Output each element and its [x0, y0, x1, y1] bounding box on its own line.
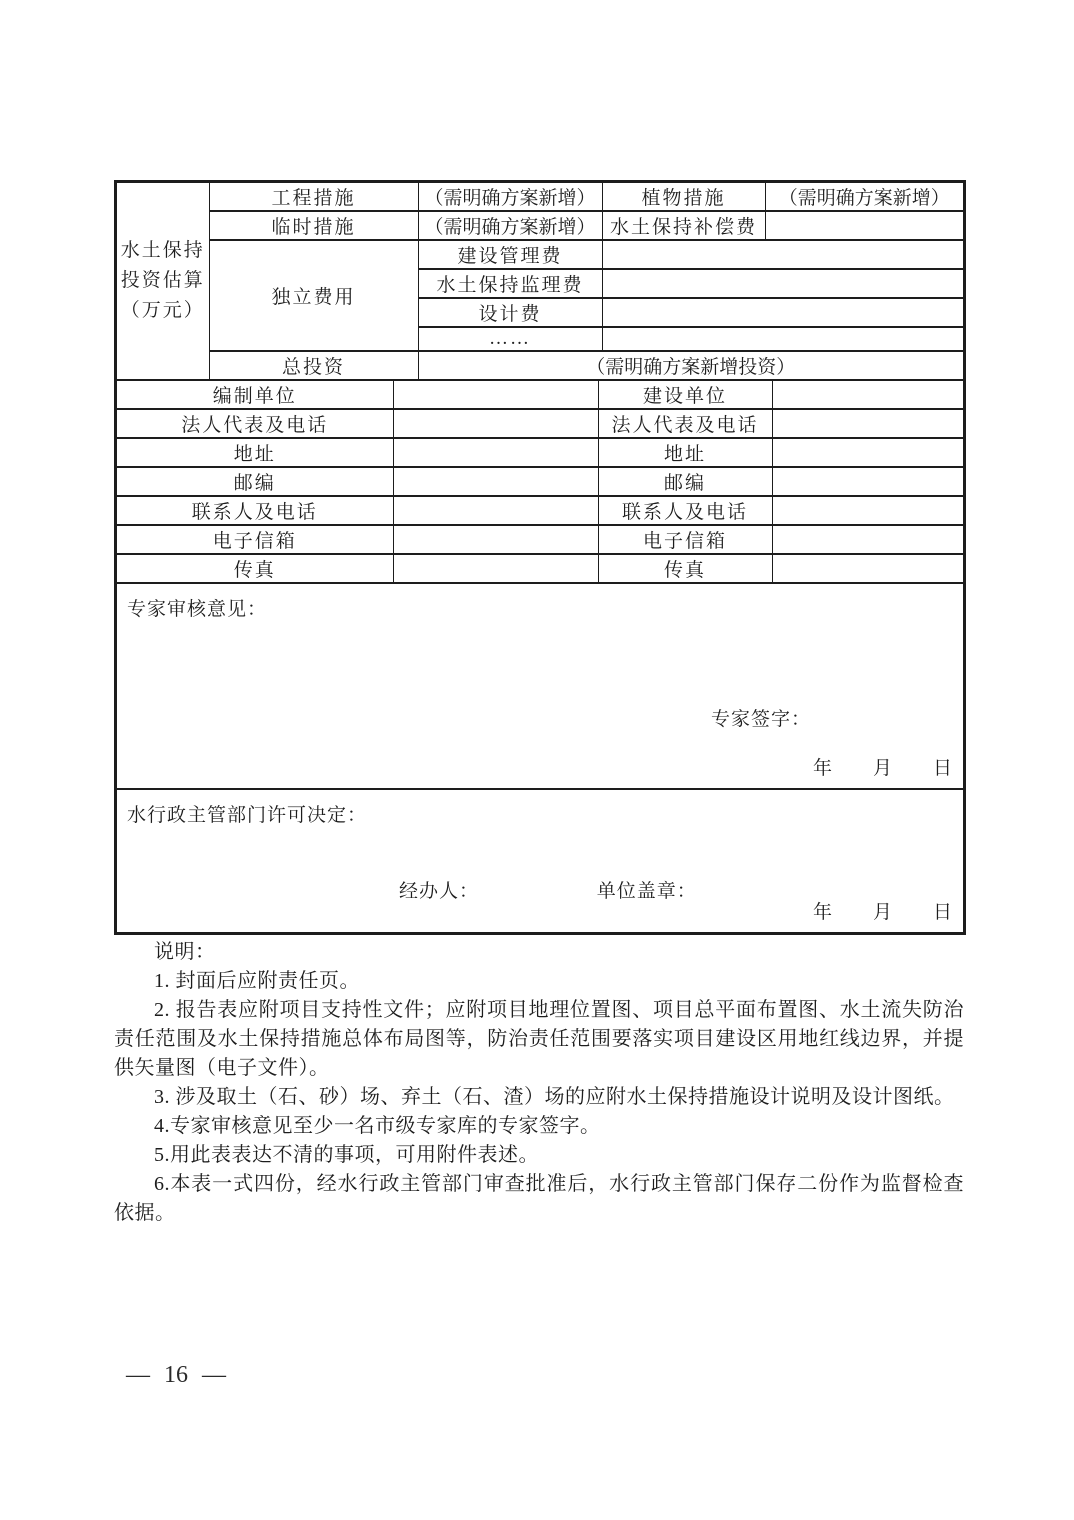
- contact-left-label: 电子信箱: [117, 525, 393, 554]
- contact-right-label: 建设单位: [598, 381, 772, 409]
- engineering-measures-value: （需明确方案新增）: [418, 183, 602, 211]
- plant-measures-value: （需明确方案新增）: [765, 183, 963, 211]
- expert-review-section: [117, 584, 963, 790]
- design-fee-value: [602, 298, 963, 327]
- temporary-measures-value: （需明确方案新增）: [418, 211, 602, 240]
- contact-right-label: 联系人及电话: [598, 496, 772, 525]
- total-investment-label: 总投资: [209, 351, 418, 379]
- supervision-fee-value: [602, 269, 963, 298]
- engineering-measures-label: 工程措施: [209, 183, 418, 211]
- design-fee-label: 设计费: [418, 298, 602, 327]
- contact-left-label: 联系人及电话: [117, 496, 393, 525]
- investment-header-line: （万元）: [120, 300, 205, 321]
- contact-right-label: 法人代表及电话: [598, 409, 772, 438]
- table-row: [117, 496, 963, 525]
- total-investment-value: （需明确方案新增投资）: [418, 351, 963, 379]
- other-fee-ellipsis-label: ……: [418, 327, 602, 351]
- expert-signature-label: 专家签字：: [710, 709, 811, 730]
- note-item: 2. 报告表应附项目支持性文件；应附项目地理位置图、项目总平面布置图、水土流失防治责任范围及水土保持措施总体布局图等，防治责任范围要落实项目建设区用地红线边界，并提供矢量图（电子文件）。: [114, 999, 964, 1079]
- investment-section: [117, 183, 963, 381]
- investment-table: [117, 183, 963, 379]
- note-item: 3. 涉及取土（石、砂）场、弃土（石、渣）场的应附水土保持措施设计说明及设计图纸。: [154, 1086, 955, 1108]
- table-row: [117, 381, 963, 409]
- construction-management-fee-label: 建设管理费: [418, 240, 602, 269]
- other-fee-value: [602, 327, 963, 351]
- contact-left-label: 法人代表及电话: [117, 409, 393, 438]
- table-row: [117, 211, 963, 240]
- permit-decision-section: [117, 790, 963, 932]
- contact-right-value: [772, 438, 963, 467]
- contact-right-value: [772, 409, 963, 438]
- contact-table: [117, 381, 963, 582]
- notes-section: [114, 938, 964, 1228]
- page-number-value: 16: [164, 1362, 188, 1388]
- independent-cost-label: 独立费用: [209, 240, 418, 351]
- contact-left-label: 编制单位: [117, 381, 393, 409]
- temporary-measures-label: 临时措施: [209, 211, 418, 240]
- contact-right-label: 传真: [598, 554, 772, 582]
- permit-date-line: 年 月 日: [812, 902, 953, 923]
- page-number-dash: —: [126, 1362, 150, 1388]
- table-row: [117, 467, 963, 496]
- table-row: [117, 351, 963, 379]
- notes-heading: 说明：: [154, 941, 216, 963]
- compensation-fee-value: [765, 211, 963, 240]
- note-item: 5.用此表表达不清的事项，可用附件表述。: [154, 1144, 539, 1166]
- table-row: [117, 525, 963, 554]
- table-row: [117, 409, 963, 438]
- contact-right-value: [772, 467, 963, 496]
- investment-header-cell: [117, 183, 209, 379]
- note-item: 4.专家审核意见至少一名市级专家库的专家签字。: [154, 1115, 601, 1137]
- investment-header-line: 投资估算: [120, 270, 205, 291]
- expert-date-line: 年 月 日: [812, 758, 953, 779]
- contact-right-label: 地址: [598, 438, 772, 467]
- page-number-dash: —: [202, 1362, 226, 1388]
- contact-left-value: [393, 409, 598, 438]
- permit-decision-title: 水行政主管部门许可决定：: [127, 805, 368, 826]
- unit-seal-label: 单位盖章：: [596, 881, 697, 902]
- table-row: [117, 183, 963, 211]
- contact-left-value: [393, 438, 598, 467]
- contact-right-value: [772, 381, 963, 409]
- contact-left-value: [393, 381, 598, 409]
- investment-header-line: 水土保持: [120, 240, 205, 261]
- note-item: 1. 封面后应附责任页。: [154, 970, 360, 992]
- compensation-fee-label: 水土保持补偿费: [602, 211, 765, 240]
- table-row: [117, 438, 963, 467]
- report-form-table: [114, 180, 966, 935]
- contact-section: [117, 381, 963, 584]
- page-number: [126, 1362, 226, 1389]
- handler-label: 经办人：: [399, 881, 480, 902]
- permit-handler-line: [399, 876, 697, 903]
- plant-measures-label: 植物措施: [602, 183, 765, 211]
- contact-left-label: 邮编: [117, 467, 393, 496]
- contact-right-value: [772, 554, 963, 582]
- contact-left-value: [393, 525, 598, 554]
- table-row: [117, 240, 963, 269]
- contact-left-value: [393, 496, 598, 525]
- construction-management-fee-value: [602, 240, 963, 269]
- contact-right-label: 电子信箱: [598, 525, 772, 554]
- contact-right-label: 邮编: [598, 467, 772, 496]
- table-row: [117, 554, 963, 582]
- contact-left-label: 传真: [117, 554, 393, 582]
- contact-left-value: [393, 467, 598, 496]
- supervision-fee-label: 水土保持监理费: [418, 269, 602, 298]
- contact-left-value: [393, 554, 598, 582]
- contact-right-value: [772, 525, 963, 554]
- contact-right-value: [772, 496, 963, 525]
- note-item: 6.本表一式四份，经水行政主管部门审查批准后，水行政主管部门保存二份作为监督检查依据。: [114, 1173, 964, 1224]
- contact-left-label: 地址: [117, 438, 393, 467]
- expert-review-title: 专家审核意见：: [127, 599, 268, 620]
